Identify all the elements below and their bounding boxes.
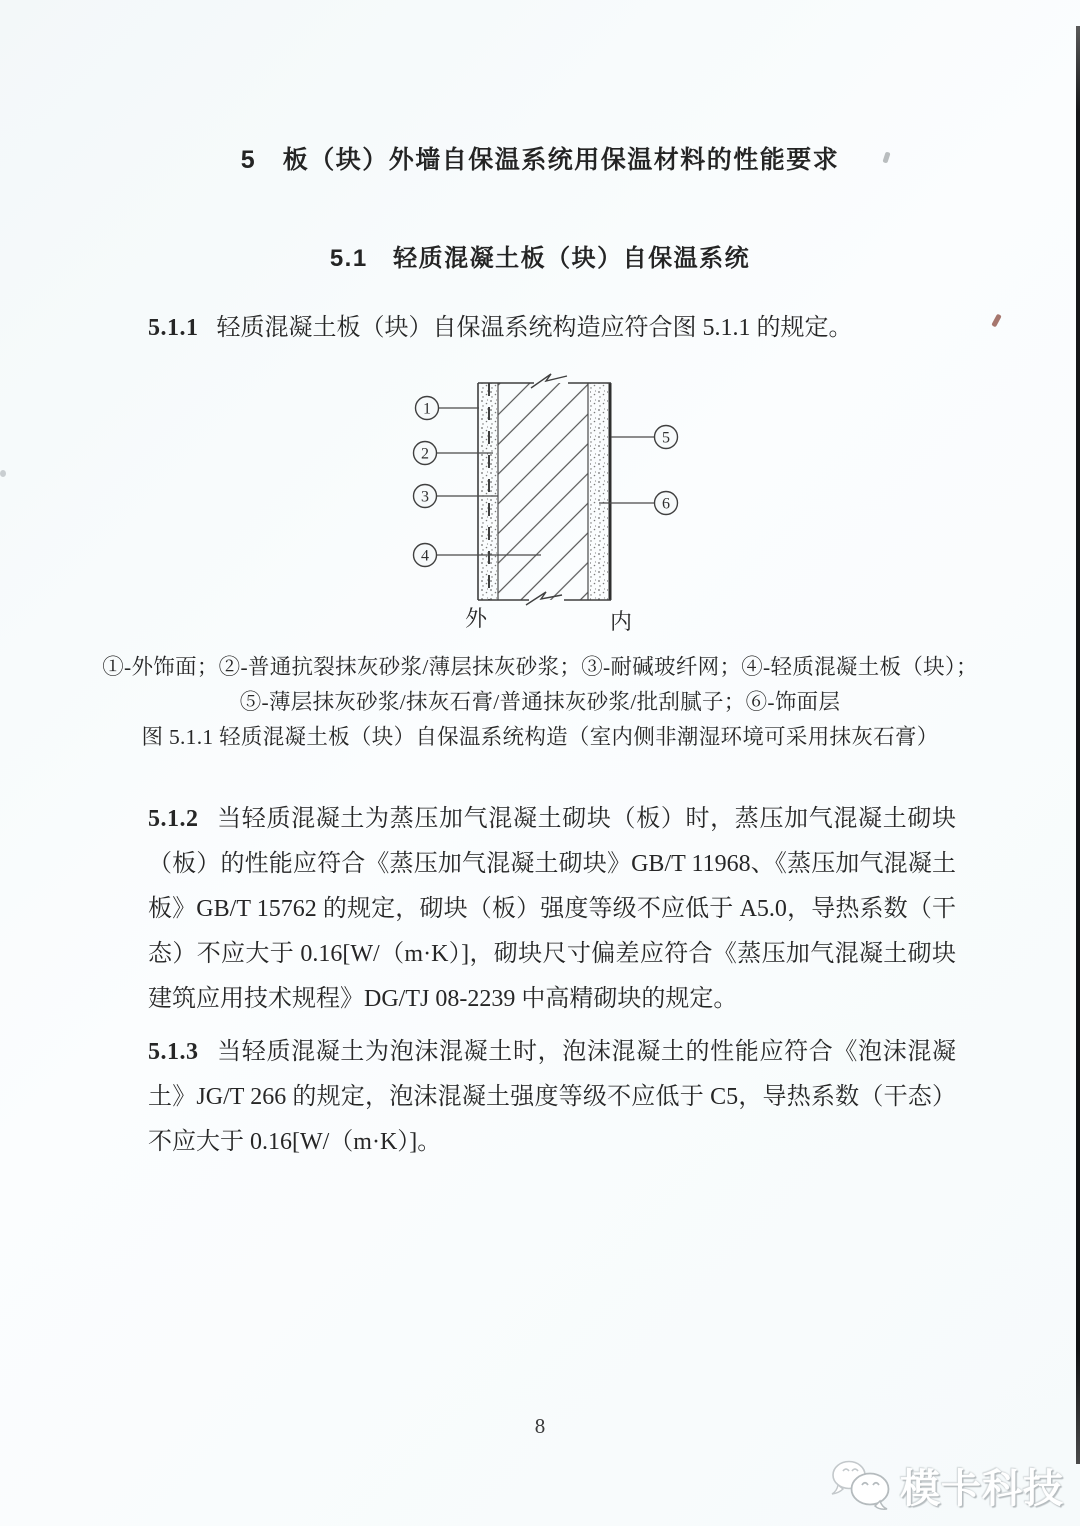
- figure-caption: 图 5.1.1 轻质混凝土板（块）自保温系统构造（室内侧非潮湿环境可采用抹灰石膏）: [141, 725, 939, 749]
- clause-number: 5.1.3: [148, 1039, 199, 1065]
- clause-text: 当轻质混凝土为泡沫混凝土时，泡沫混凝土的性能应符合《泡沫混凝土》JG/T 266 的规定，泡沫混凝土强度等级不应低于 C5，导热系数（干态）不应大于 0.16[W/（m·K）]。: [148, 1039, 956, 1155]
- clause-number: 5.1.1: [148, 315, 199, 341]
- subsection-heading: 5.1 轻质混凝土板（块）自保温系统: [329, 245, 751, 272]
- wall-construction-diagram: [408, 372, 684, 638]
- clause-5-1-3: [148, 1030, 956, 1165]
- clause-number: 5.1.2: [148, 806, 199, 832]
- label-interior: 内: [609, 609, 633, 634]
- clause-text: 轻质混凝土板（块）自保温系统构造应符合图 5.1.1 的规定。: [216, 315, 853, 341]
- callout-number-6: 6: [662, 495, 670, 513]
- scan-border-right: [1076, 26, 1080, 1464]
- figure-legend: [90, 650, 990, 755]
- chat-bubbles-icon: [828, 1457, 894, 1513]
- clause-5-1-1: [148, 306, 956, 351]
- watermark-text: 模卡科技: [900, 1466, 1064, 1511]
- legend-line-1: ①-外饰面；②-普通抗裂抹灰砂浆/薄层抹灰砂浆；③-耐碱玻纤网；④-轻质混凝土板（块）；: [102, 655, 978, 679]
- watermark: [828, 1456, 1064, 1514]
- callout-number-3: 3: [421, 488, 429, 506]
- layer-concrete-panel: [498, 383, 588, 600]
- clause-5-1-2: [148, 797, 956, 1022]
- clause-text: 当轻质混凝土为蒸压加气混凝土砌块（板）时，蒸压加气混凝土砌块（板）的性能应符合《蒸压加气混凝土砌块》GB/T 11968、《蒸压加气混凝土板》GB/T 15762 的规定，砌块（板）强度等级不应低于 A5.0，导热系数（干态）不应大于 0.16[W/（m·K）]，砌块尺寸偏差应符合《蒸压加气混凝土砌块建筑应用技术规程》DG/TJ 08-2239 中高精砌块的规定。: [148, 806, 956, 1012]
- callout-number-4: 4: [421, 547, 429, 565]
- scan-speck: [0, 470, 6, 477]
- callout-number-1: 1: [423, 400, 431, 418]
- scan-speck: [991, 314, 1002, 328]
- page-number: 8: [534, 1414, 546, 1438]
- legend-line-2: ⑤-薄层抹灰砂浆/抹灰石膏/普通抹灰砂浆/批刮腻子；⑥-饰面层: [239, 690, 841, 714]
- callout-number-5: 5: [662, 429, 670, 447]
- section-heading: 5 板（块）外墙自保温系统用保温材料的性能要求: [240, 146, 840, 174]
- label-exterior: 外: [464, 606, 488, 631]
- callout-number-2: 2: [421, 445, 429, 463]
- layer-inner-plaster: [590, 383, 608, 600]
